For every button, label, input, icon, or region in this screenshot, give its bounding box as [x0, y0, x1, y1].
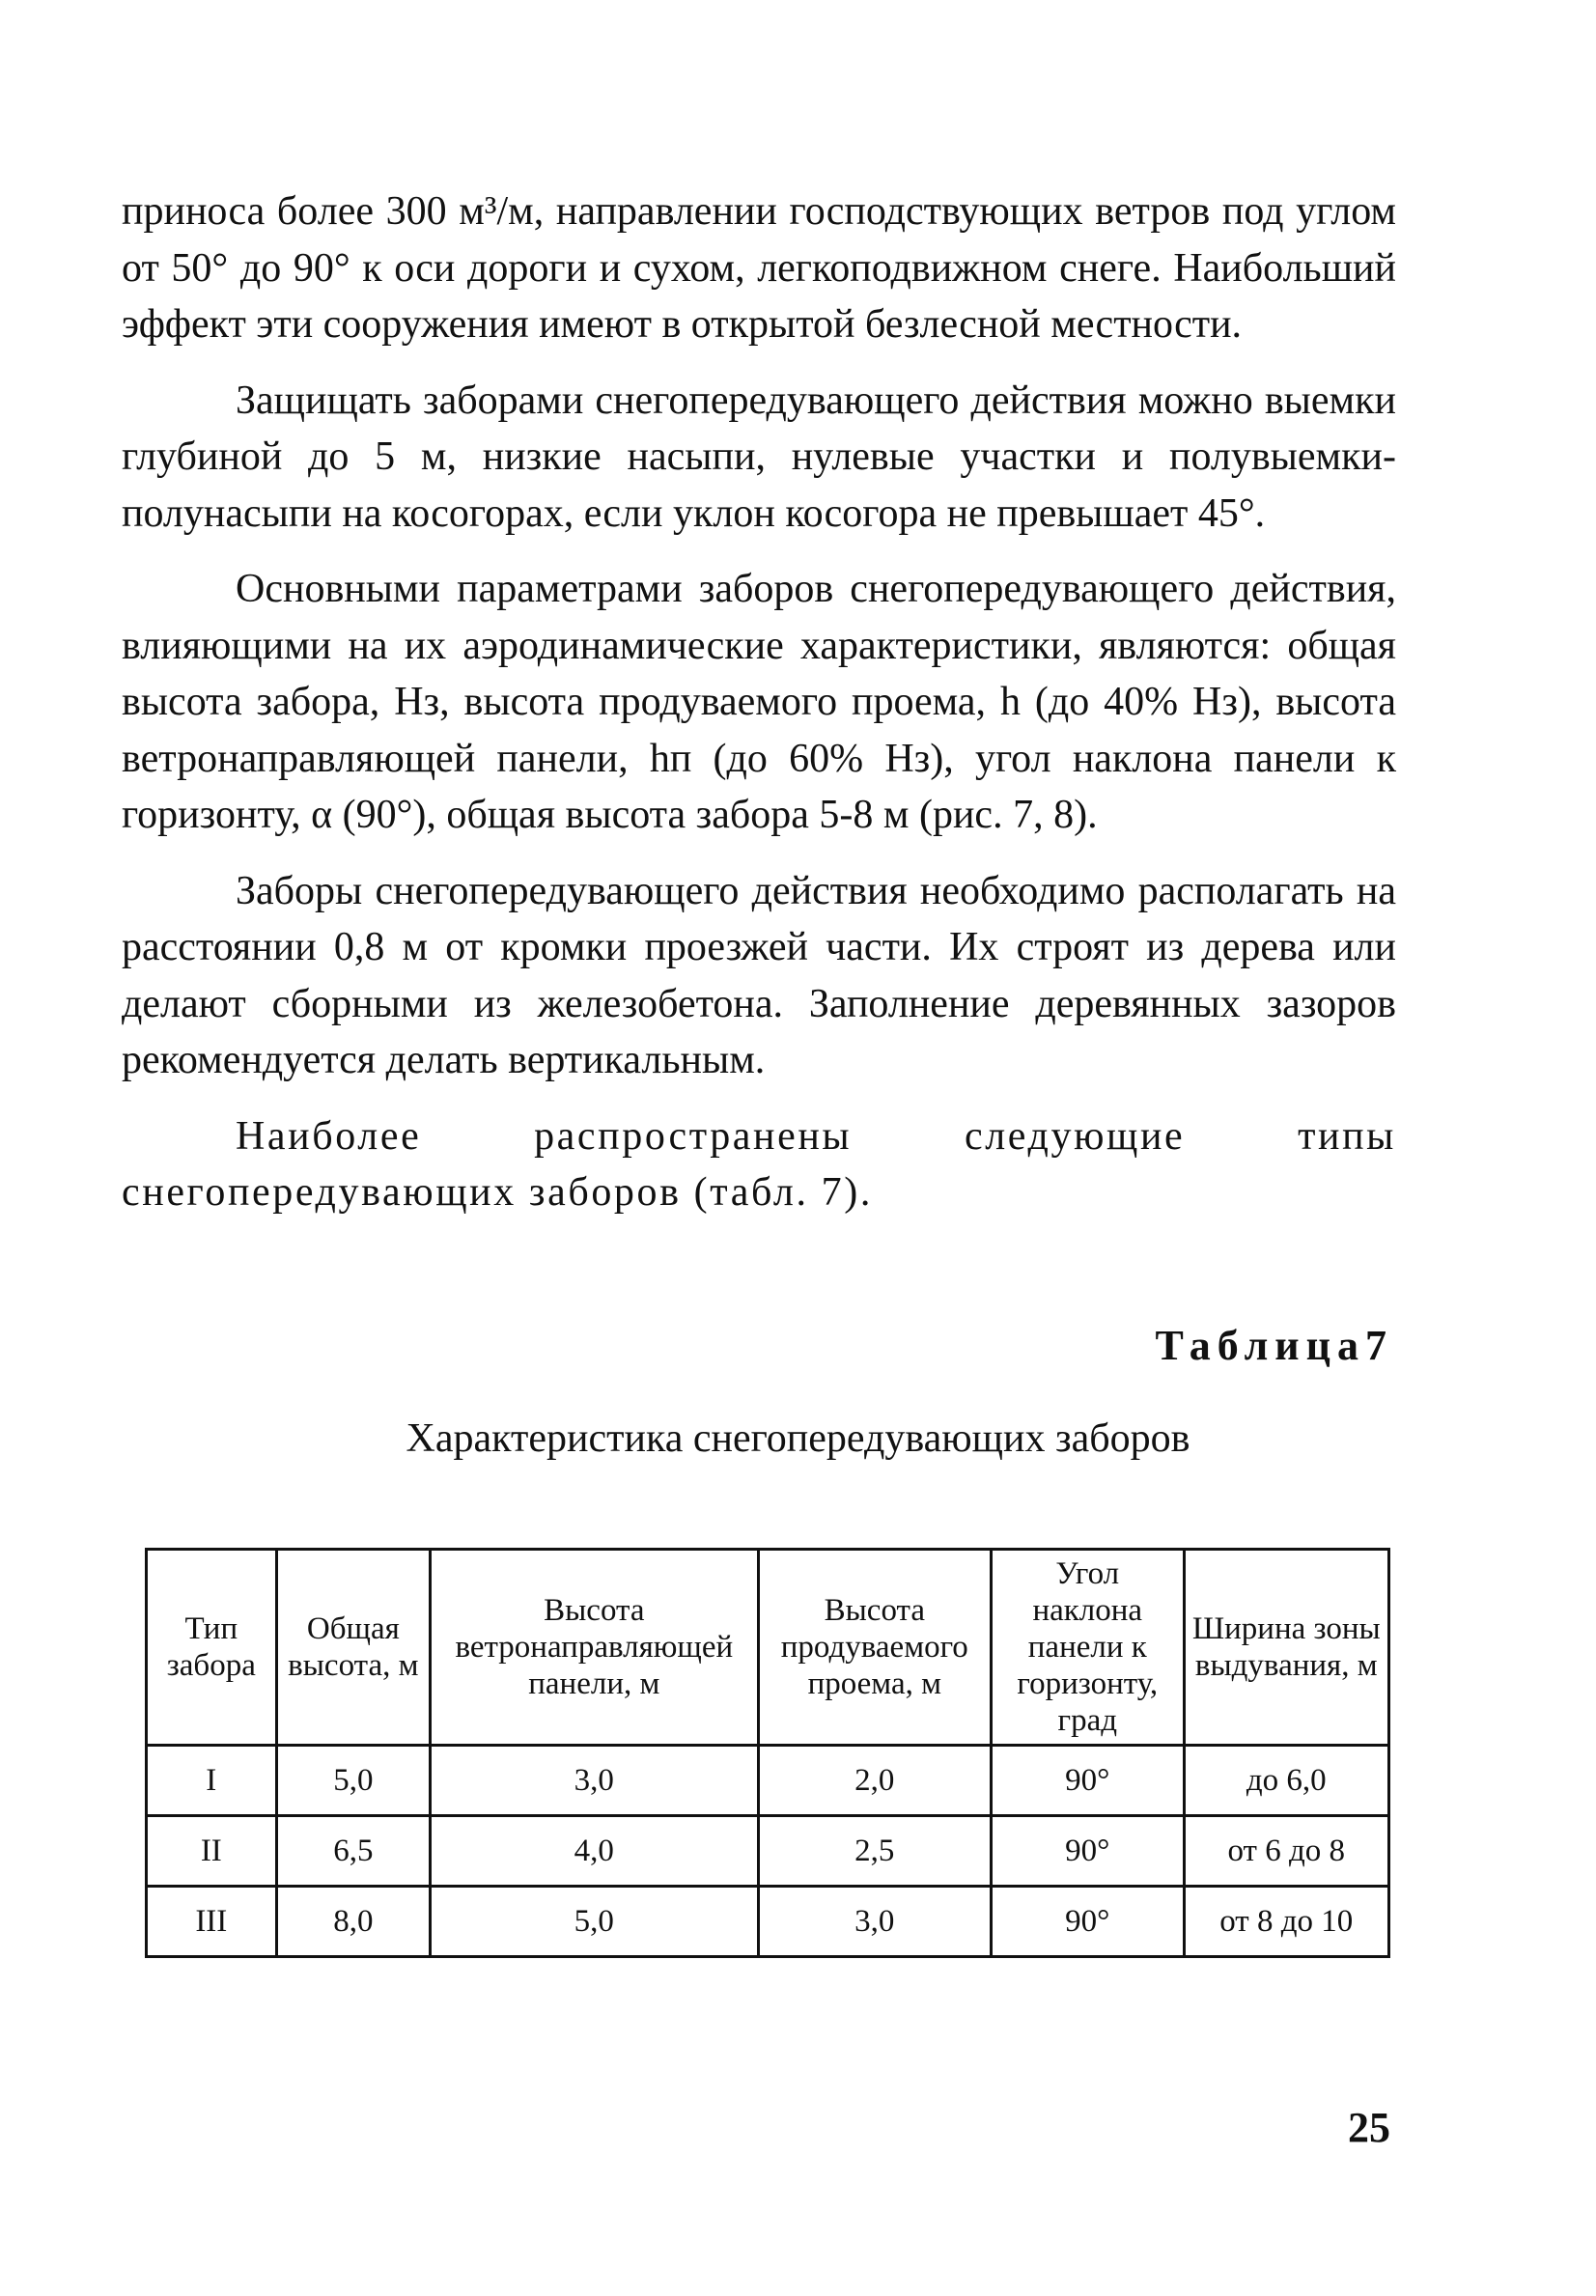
- table-cell: 2,5: [758, 1816, 992, 1887]
- table-row: [147, 1887, 1389, 1957]
- table-label: Таблица7: [1155, 1322, 1393, 1369]
- table-cell: 5,0: [431, 1887, 758, 1957]
- table-cell: 90°: [992, 1887, 1184, 1957]
- page-number: 25: [1348, 2104, 1390, 2151]
- header-cell: Высота продуваемого проема, м: [758, 1550, 992, 1746]
- table-cell: 4,0: [431, 1816, 758, 1887]
- header-cell: Угол наклона панели к горизонту, град: [992, 1550, 1184, 1746]
- table-cell: 90°: [992, 1746, 1184, 1816]
- header-cell: Общая высота, м: [276, 1550, 430, 1746]
- table-cell: II: [147, 1816, 277, 1887]
- table-cell: 6,5: [276, 1816, 430, 1887]
- table-row: [147, 1816, 1389, 1887]
- table-cell: 5,0: [276, 1746, 430, 1816]
- header-cell: Тип забора: [147, 1550, 277, 1746]
- header-cell: Высота ветронаправляющей панели, м: [431, 1550, 758, 1746]
- header-cell: Ширина зоны выдувания, м: [1184, 1550, 1389, 1746]
- table-cell: от 6 до 8: [1184, 1816, 1389, 1887]
- paragraph-5: Наиболее распространены следующие типы снегопередувающих заборов (табл. 7).: [122, 1113, 1396, 1215]
- table-cell: от 8 до 10: [1184, 1887, 1389, 1957]
- table-cell: 3,0: [431, 1746, 758, 1816]
- table-cell: 2,0: [758, 1746, 992, 1816]
- body-text: [122, 183, 1396, 1221]
- table-cell: 3,0: [758, 1887, 992, 1957]
- table-cell: 8,0: [276, 1887, 430, 1957]
- table-cell: 90°: [992, 1816, 1184, 1887]
- table-row: [147, 1746, 1389, 1816]
- paragraph-2: Защищать заборами снегопередувающего действия можно выемки глубиной до 5 м, низкие насыпи, нулевые участки и полувыемки-полунасыпи на косогорах, если уклон косогора не превышает 45°.: [122, 378, 1396, 536]
- table-header-row: [147, 1550, 1389, 1746]
- paragraph-3: Основными параметрами заборов снегопередувающего действия, влияющими на их аэродинамические характеристики, являются: общая высота забора, Hз, высота продуваемого проема, h (до 40% Hз), высота ветронаправляющей панели, hп (до 60% Hз), угол наклона панели к горизонту, α (90°), общая высота забора 5-8 м (рис. 7, 8).: [122, 567, 1396, 837]
- table-title: Характеристика снегопередувающих заборов: [406, 1416, 1190, 1461]
- characteristics-table: [145, 1548, 1390, 1958]
- paragraph-4: Заборы снегопередувающего действия необходимо располагать на расстоянии 0,8 м от кромки проезжей части. Их строят из дерева или делают сборными из железобетона. Заполнение деревянных зазоров рекомендуется делать вертикальным.: [122, 868, 1396, 1082]
- table-cell: I: [147, 1746, 277, 1816]
- paragraph-1: приноса более 300 м³/м, направлении господствующих ветров под углом от 50° до 90° к оси дороги и сухом, легкоподвижном снеге. Наибольший эффект эти сооружения имеют в открытой безлесной местности.: [122, 189, 1396, 347]
- table-cell: III: [147, 1887, 277, 1957]
- table-cell: до 6,0: [1184, 1746, 1389, 1816]
